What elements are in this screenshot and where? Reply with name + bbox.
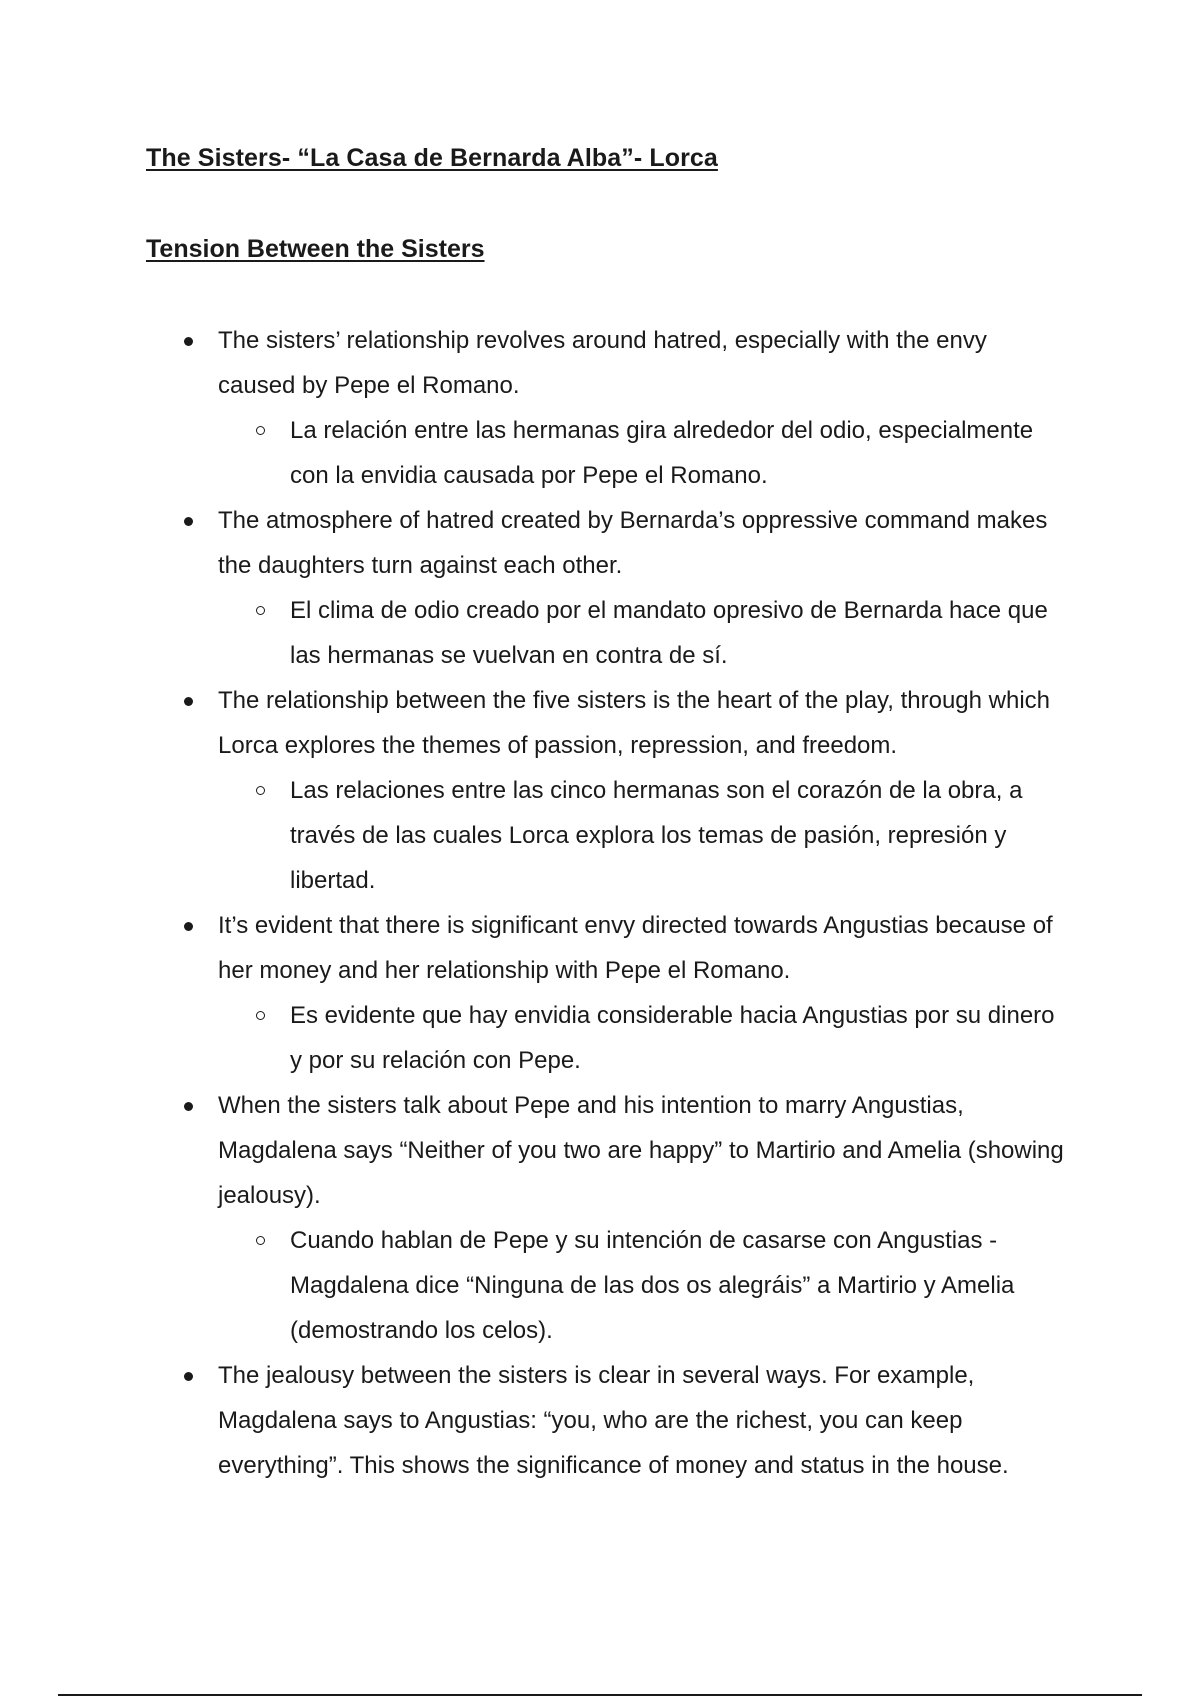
translation-text: Es evidente que hay envidia considerable hacia Angustias por su dinero y por su relación con Pepe.	[290, 1002, 1055, 1074]
note-text: It’s evident that there is significant envy directed towards Angustias because of her money and her relationship with Pepe el Romano.	[218, 912, 1053, 984]
translation-text: El clima de odio creado por el mandato opresivo de Bernarda hace que las hermanas se vuelvan en contra de sí.	[290, 597, 1048, 669]
bullet-icon	[184, 922, 193, 931]
circle-bullet-icon	[256, 606, 265, 615]
note-text: The sisters’ relationship revolves around hatred, especially with the envy caused by Pepe el Romano.	[218, 327, 987, 399]
translation-text: La relación entre las hermanas gira alrededor del odio, especialmente con la envidia causada por Pepe el Romano.	[290, 417, 1034, 489]
list-item	[146, 318, 1066, 498]
translation-item	[218, 768, 1066, 903]
document-title: The Sisters- “La Casa de Bernarda Alba”- Lorca	[146, 144, 718, 172]
translation-item	[218, 1218, 1066, 1353]
list-item	[146, 1353, 1066, 1488]
note-text: The atmosphere of hatred created by Bernarda’s oppressive command makes the daughters turn against each other.	[218, 507, 1048, 579]
note-text: When the sisters talk about Pepe and his intention to marry Angustias, Magdalena says “Neither of you two are happy” to Martirio and Amelia (showing jealousy).	[218, 1092, 1064, 1209]
bullet-icon	[184, 1372, 193, 1381]
list-item	[146, 498, 1066, 678]
translation-list	[218, 408, 1066, 498]
bullet-icon	[184, 337, 193, 346]
translation-item	[218, 408, 1066, 498]
translation-list	[218, 768, 1066, 903]
bullet-icon	[184, 697, 193, 706]
translation-text: Cuando hablan de Pepe y su intención de casarse con Angustias - Magdalena dice “Ninguna de las dos os alegráis” a Martirio y Amelia (demostrando los celos).	[290, 1227, 1015, 1344]
circle-bullet-icon	[256, 426, 265, 435]
note-text: The relationship between the five sisters is the heart of the play, through which Lorca explores the themes of passion, repression, and freedom.	[218, 687, 1051, 759]
translation-text: Las relaciones entre las cinco hermanas son el corazón de la obra, a través de las cuales Lorca explora los temas de pasión, represión y libertad.	[290, 777, 1023, 894]
footer-divider	[58, 1694, 1142, 1696]
note-text: The jealousy between the sisters is clear in several ways. For example, Magdalena says to Angustias: “you, who are the richest, you can keep everything”. This shows the significance of money and status in the house.	[218, 1362, 1009, 1479]
translation-list	[218, 1218, 1066, 1353]
list-item	[146, 1083, 1066, 1353]
circle-bullet-icon	[256, 1236, 265, 1245]
list-item	[146, 903, 1066, 1083]
circle-bullet-icon	[256, 786, 265, 795]
section-heading: Tension Between the Sisters	[146, 235, 485, 263]
bullet-icon	[184, 1102, 193, 1111]
notes-list	[146, 318, 1066, 1488]
translation-item	[218, 588, 1066, 678]
bullet-icon	[184, 517, 193, 526]
translation-item	[218, 993, 1066, 1083]
translation-list	[218, 588, 1066, 678]
list-item	[146, 678, 1066, 903]
circle-bullet-icon	[256, 1011, 265, 1020]
translation-list	[218, 993, 1066, 1083]
